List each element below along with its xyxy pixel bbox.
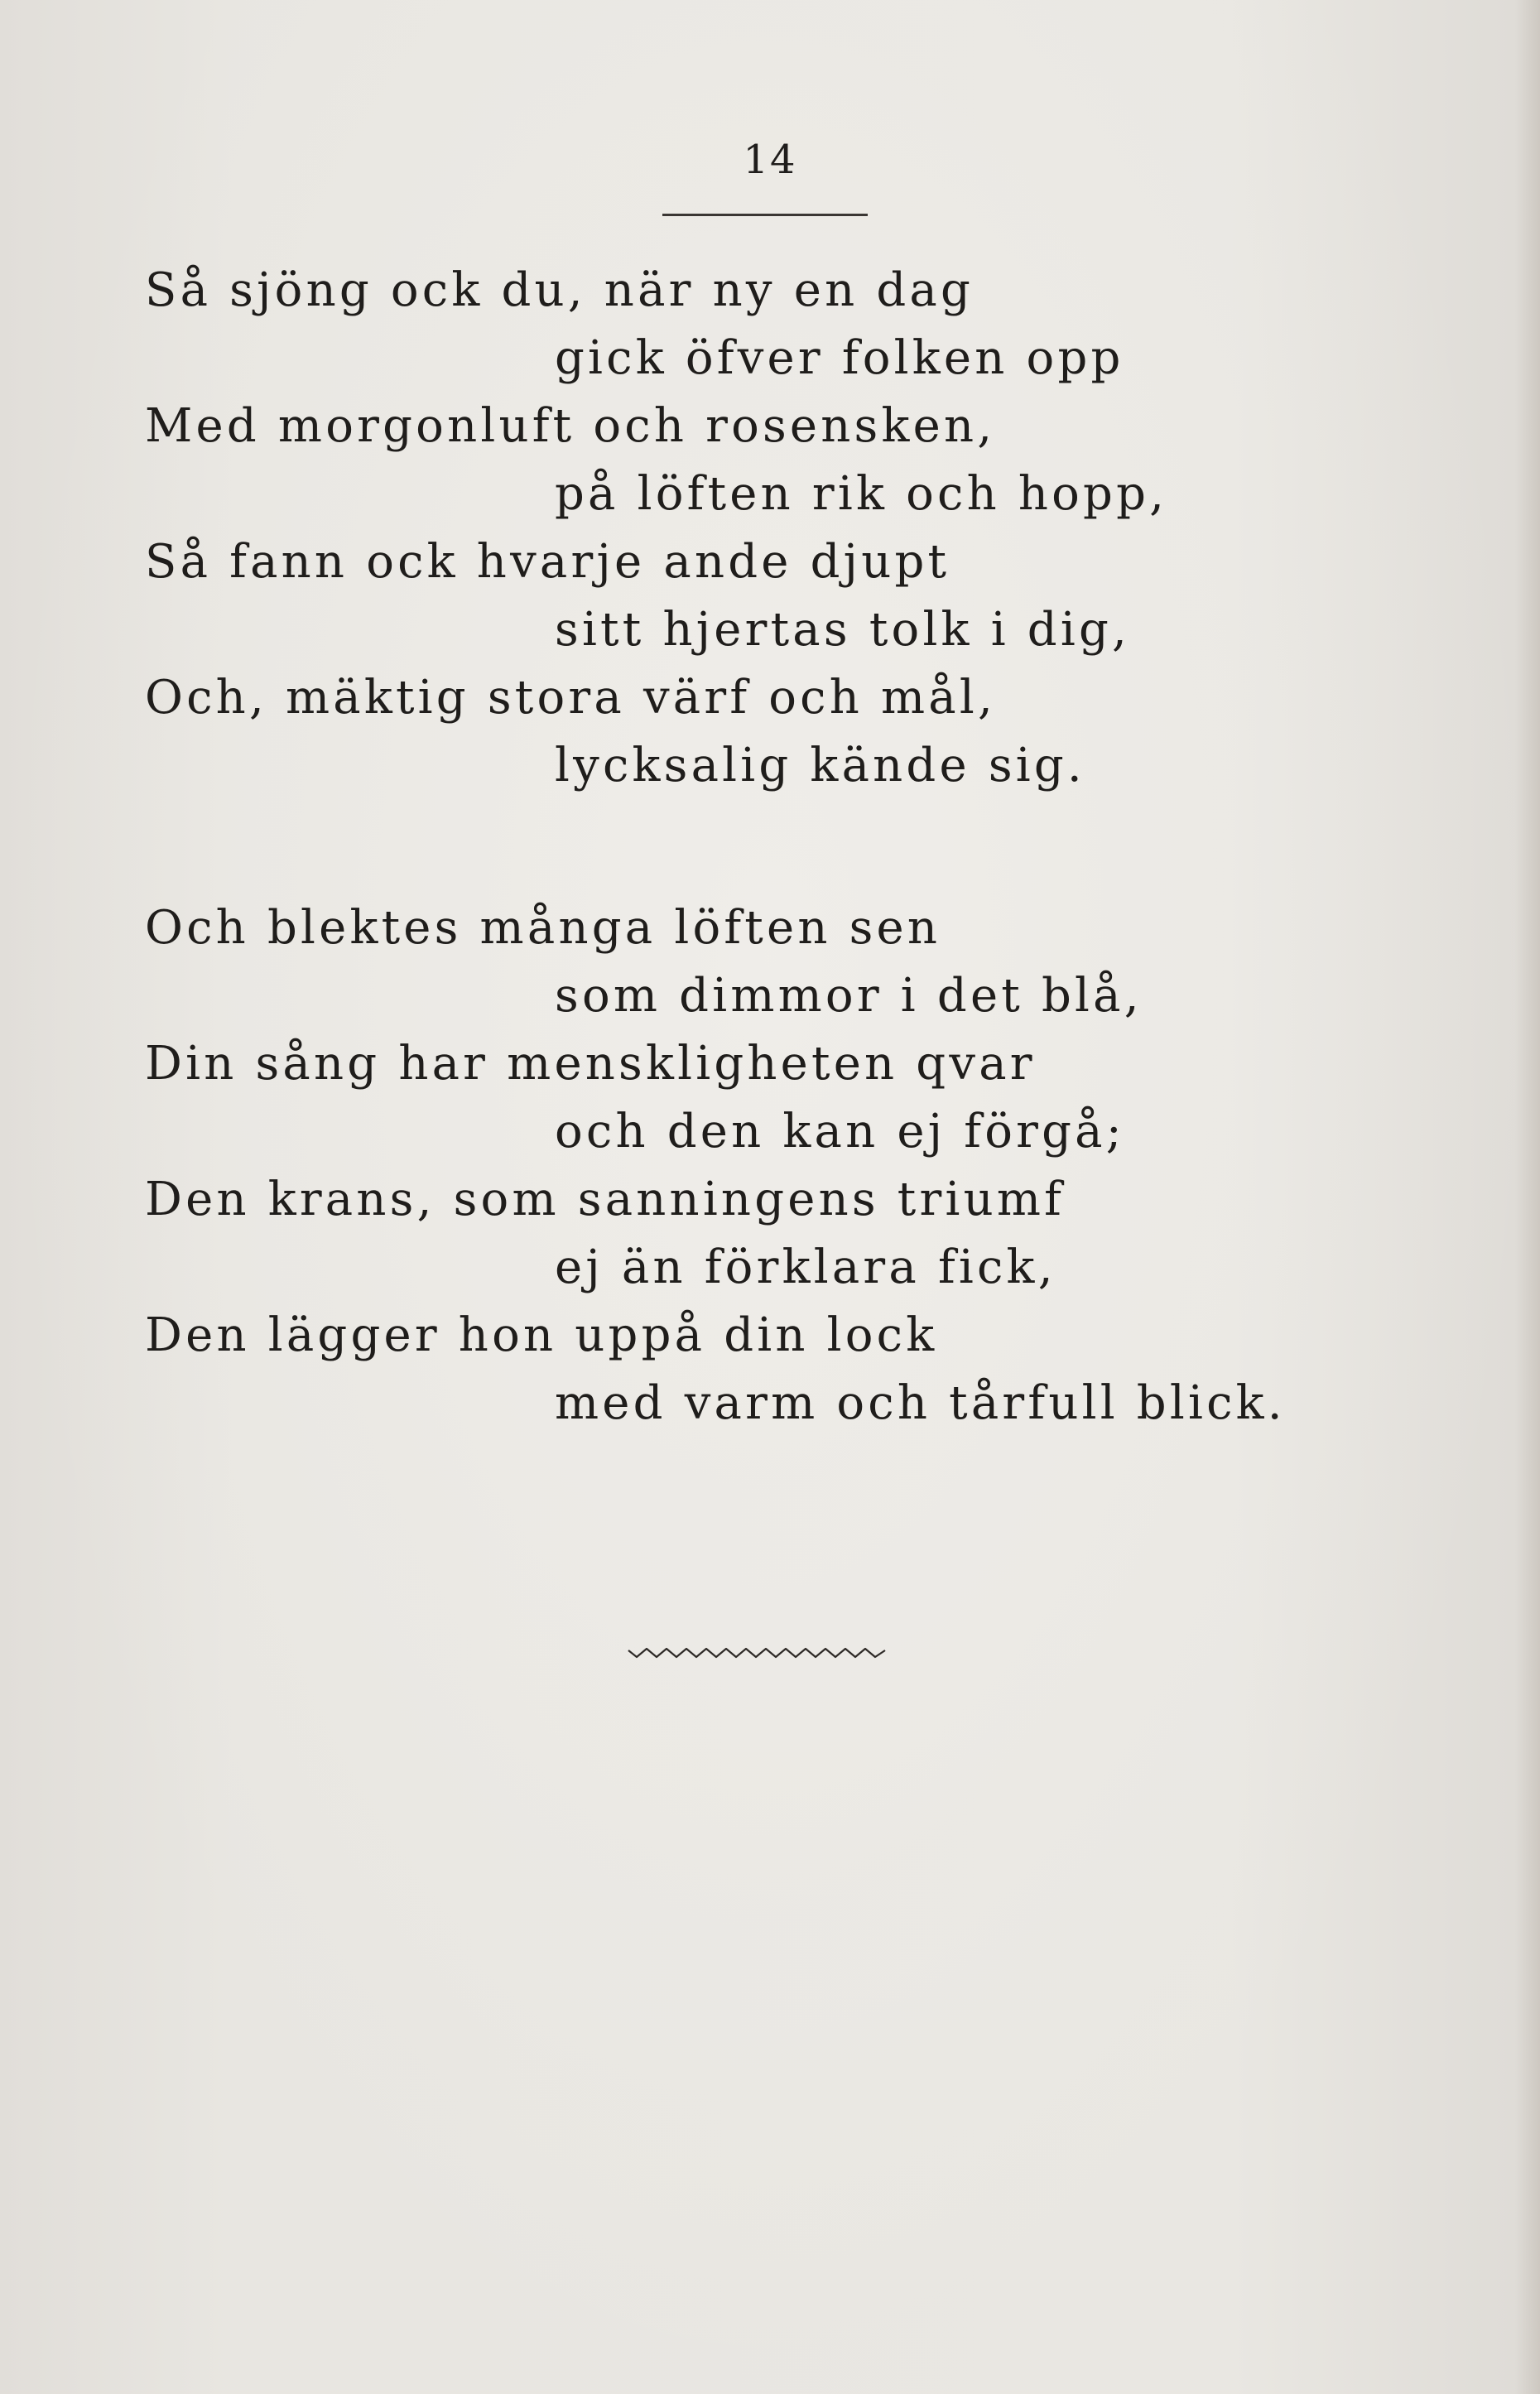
verse-line: gick öfver folken opp <box>555 331 1124 385</box>
header-rule <box>662 214 868 216</box>
verse-line: Med morgonluft och rosensken, <box>145 399 996 453</box>
verse-line: ej än förklara fick, <box>555 1240 1056 1294</box>
verse-line: sitt hjertas tolk i dig, <box>555 603 1131 657</box>
wavy-line-ornament-icon <box>625 1644 890 1662</box>
stanza-2 <box>145 894 1387 1438</box>
verse-line: Din sång har menskligheten qvar <box>145 1037 1036 1091</box>
verse-line: på löften rik och hopp, <box>555 467 1168 521</box>
verse-line: Och blektes många löften sen <box>145 901 941 955</box>
verse-line: Så fann ock hvarje ande djupt <box>145 535 950 589</box>
verse-line: Och, mäktig stora värf och mål, <box>145 671 997 725</box>
stanza-1 <box>145 257 1387 800</box>
verse-line: Så sjöng ock du, när ny en dag <box>145 263 975 317</box>
verse-line: som dimmor i det blå, <box>555 969 1143 1023</box>
verse-line: med varm och tårfull blick. <box>555 1376 1286 1430</box>
verse-line: och den kan ej förgå; <box>555 1105 1125 1158</box>
verse-line: Den krans, som sanningens triumf <box>145 1173 1066 1226</box>
page-number: 14 <box>743 137 797 183</box>
page-edge-shadow <box>1515 0 1540 2394</box>
verse-line: lycksalig kände sig. <box>555 739 1085 792</box>
verse-line: Den lägger hon uppå din lock <box>145 1308 938 1362</box>
